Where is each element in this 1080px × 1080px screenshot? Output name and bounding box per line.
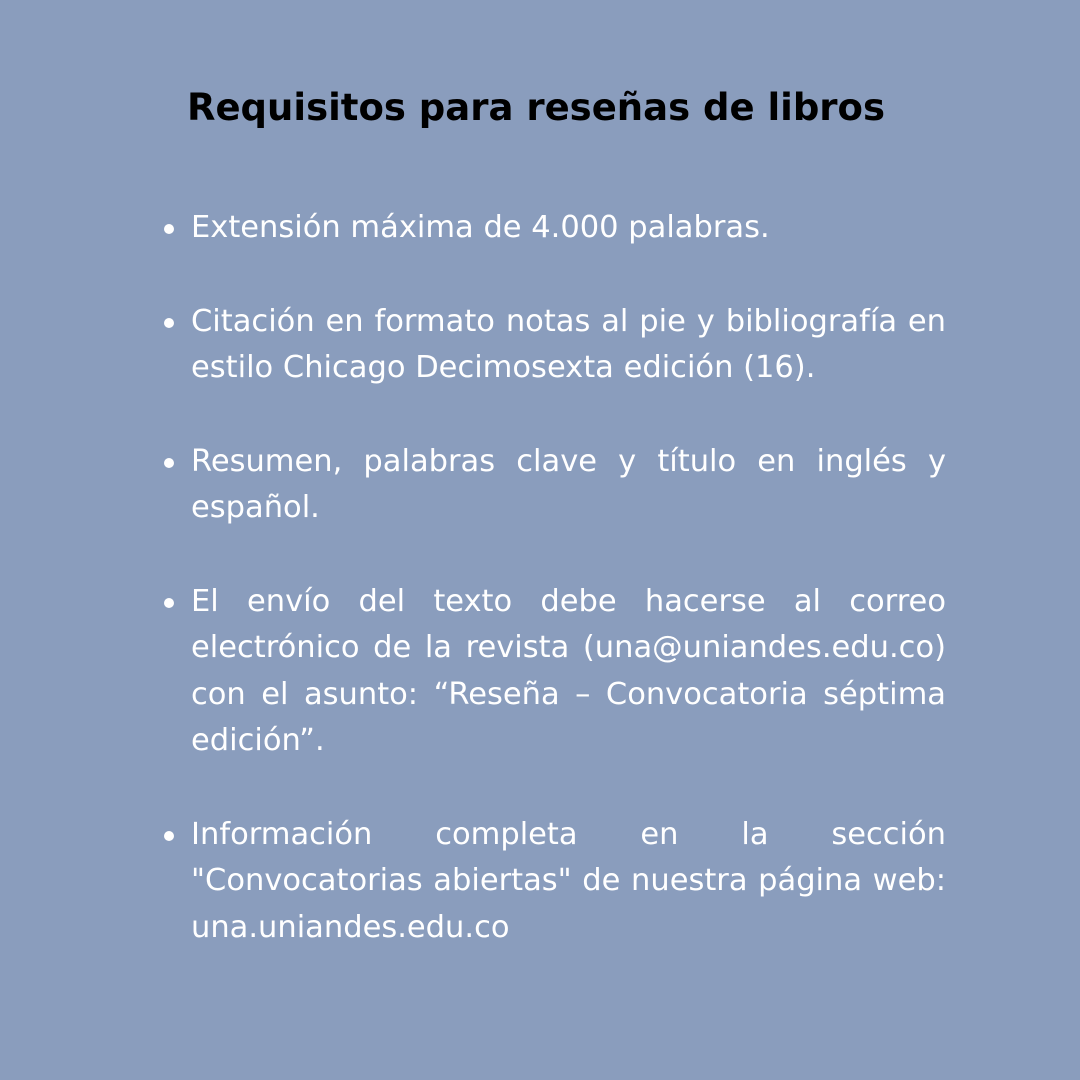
requirement-item-info [162,812,946,952]
bullet-icon [164,598,174,608]
bullet-icon [164,458,174,468]
bullet-icon [164,318,174,328]
requirement-text: Resumen, palabras clave y título en inglés y español. [191,443,946,525]
requirement-item-length [162,205,946,252]
requirement-text: Extensión máxima de 4.000 palabras. [191,210,770,245]
requirement-text: Citación en formato notas al pie y bibliografía en estilo Chicago Decimosexta edición (16). [191,303,946,385]
bullet-icon [164,224,174,234]
requirement-item-submission [162,579,946,765]
requirement-item-abstract [162,439,946,532]
requirement-item-citation [162,299,946,392]
requirement-text: El envío del texto debe hacerse al correo electrónico de la revista (una@uniandes.edu.co) con el asunto: “Reseña – Convocatoria séptima edición”. [191,583,946,758]
page-title: Requisitos para reseñas de libros [186,86,886,129]
requirements-list [162,205,946,998]
bullet-icon [164,831,174,841]
requirement-text: Información completa en la sección "Convocatorias abiertas" de nuestra página web: una.uniandes.edu.co [191,816,946,945]
